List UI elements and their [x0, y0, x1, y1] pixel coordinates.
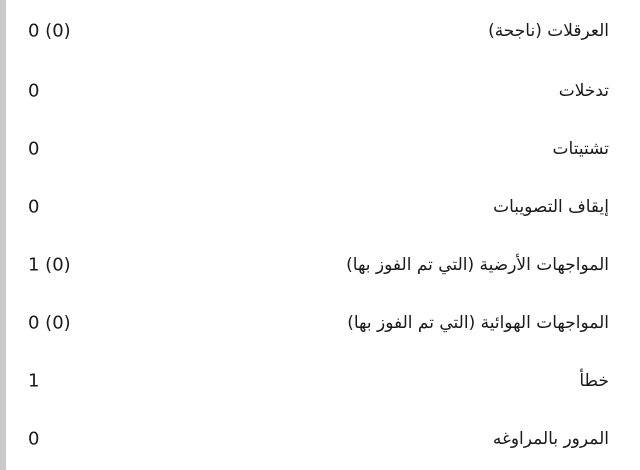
- stat-label: المواجهات الأرضية (التي تم الفوز بها): [346, 255, 609, 275]
- stat-value: 0: [28, 80, 40, 102]
- stat-label: خطأ: [579, 371, 609, 391]
- stat-label: تدخلات: [558, 81, 609, 101]
- stat-value: 0: [28, 138, 40, 160]
- stat-value: 1 (0): [28, 254, 71, 276]
- stat-value: 0: [28, 428, 40, 450]
- stat-row-interceptions: [6, 62, 640, 120]
- stat-row-blocked-shots: [6, 178, 640, 236]
- stat-label: المواجهات الهوائية (التي تم الفوز بها): [347, 313, 609, 333]
- stat-row-aerial-duels: [6, 294, 640, 352]
- stat-row-fouls: [6, 352, 640, 410]
- stat-value: 0 (0): [28, 20, 71, 42]
- stats-list: [6, 0, 640, 468]
- stat-row-ground-duels: [6, 236, 640, 294]
- stat-label: العرقلات (ناجحة): [488, 21, 609, 41]
- stat-value: 0: [28, 196, 40, 218]
- stat-label: تشتيتات: [552, 139, 609, 159]
- stat-label: المرور بالمراوغه: [492, 429, 609, 449]
- stat-row-dribbled-past: [6, 410, 640, 468]
- stat-row-clearances: [6, 120, 640, 178]
- stat-row-tackles: [6, 0, 640, 62]
- stat-label: إيقاف التصويبات: [493, 197, 609, 217]
- stat-value: 0 (0): [28, 312, 71, 334]
- stat-value: 1: [28, 370, 40, 392]
